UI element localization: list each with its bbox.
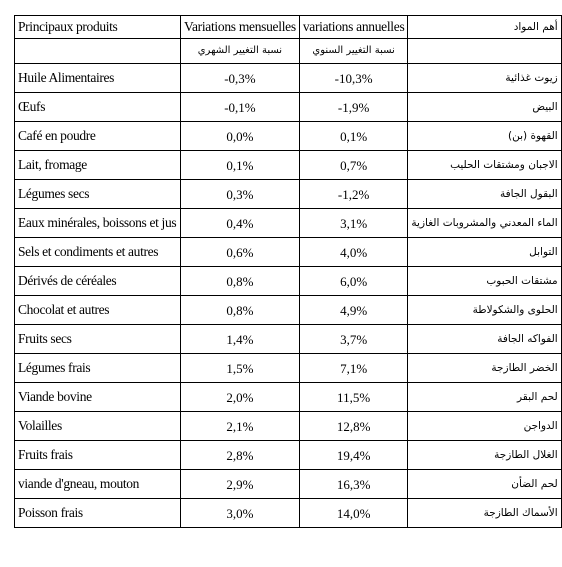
product-name-ar: التوابل <box>408 238 561 267</box>
header-monthly-variations: Variations mensuelles <box>181 16 300 39</box>
product-name-ar: الخضر الطازجة <box>408 354 561 383</box>
table-row <box>15 238 562 267</box>
product-name-fr: Huile Alimentaires <box>15 64 181 93</box>
monthly-variation-cell: 0,1% <box>181 151 300 180</box>
annual-variation-cell: 0,7% <box>299 151 408 180</box>
table-row <box>15 151 562 180</box>
monthly-variation-cell: 0,6% <box>181 238 300 267</box>
product-name-fr: Eaux minérales, boissons et jus <box>15 209 181 238</box>
monthly-variation-cell: 0,8% <box>181 296 300 325</box>
monthly-variation-cell: 2,8% <box>181 441 300 470</box>
annual-variation-cell: 11,5% <box>299 383 408 412</box>
product-name-ar: الماء المعدني والمشروبات الغازية <box>408 209 561 238</box>
monthly-variation-cell: -0,1% <box>181 93 300 122</box>
annual-variation-cell: -10,3% <box>299 64 408 93</box>
monthly-variation-cell: 2,0% <box>181 383 300 412</box>
product-name-fr: viande d'gneau, mouton <box>15 470 181 499</box>
annual-variation-cell: 6,0% <box>299 267 408 296</box>
subheader-monthly-ar: نسبة التغيير الشهري <box>181 39 300 64</box>
monthly-variation-cell: 0,0% <box>181 122 300 151</box>
table-row <box>15 354 562 383</box>
monthly-variation-cell: 0,3% <box>181 180 300 209</box>
table-row <box>15 383 562 412</box>
monthly-variation-cell: 1,5% <box>181 354 300 383</box>
annual-variation-cell: 4,9% <box>299 296 408 325</box>
header-products-fr: Principaux produits <box>15 16 181 39</box>
product-name-fr: Fruits secs <box>15 325 181 354</box>
annual-variation-cell: 14,0% <box>299 499 408 528</box>
product-name-fr: Volailles <box>15 412 181 441</box>
product-name-ar: لحم البقر <box>408 383 561 412</box>
annual-variation-cell: 12,8% <box>299 412 408 441</box>
product-name-ar: مشتقات الحبوب <box>408 267 561 296</box>
product-name-fr: Poisson frais <box>15 499 181 528</box>
product-name-ar: البيض <box>408 93 561 122</box>
annual-variation-cell: 16,3% <box>299 470 408 499</box>
table-row <box>15 180 562 209</box>
product-name-fr: Lait, fromage <box>15 151 181 180</box>
annual-variation-cell: -1,2% <box>299 180 408 209</box>
product-name-ar: البقول الجافة <box>408 180 561 209</box>
table-row <box>15 93 562 122</box>
table-row <box>15 499 562 528</box>
header-row <box>15 16 562 39</box>
table-row <box>15 412 562 441</box>
product-name-ar: الاجبان ومشتقات الحليب <box>408 151 561 180</box>
annual-variation-cell: 3,1% <box>299 209 408 238</box>
product-name-fr: Fruits frais <box>15 441 181 470</box>
annual-variation-cell: 3,7% <box>299 325 408 354</box>
product-name-ar: الأسماك الطازجة <box>408 499 561 528</box>
table-row <box>15 209 562 238</box>
monthly-variation-cell: 2,9% <box>181 470 300 499</box>
monthly-variation-cell: -0,3% <box>181 64 300 93</box>
annual-variation-cell: -1,9% <box>299 93 408 122</box>
monthly-variation-cell: 0,8% <box>181 267 300 296</box>
product-name-ar: الدواجن <box>408 412 561 441</box>
product-name-fr: Chocolat et autres <box>15 296 181 325</box>
header-annual-variations: variations annuelles <box>299 16 408 39</box>
table-row <box>15 296 562 325</box>
subheader-row <box>15 39 562 64</box>
product-name-ar: لحم الضأن <box>408 470 561 499</box>
monthly-variation-cell: 3,0% <box>181 499 300 528</box>
annual-variation-cell: 0,1% <box>299 122 408 151</box>
product-name-fr: Légumes frais <box>15 354 181 383</box>
subheader-annual-ar: نسبة التغيير السنوي <box>299 39 408 64</box>
product-name-fr: Dérivés de céréales <box>15 267 181 296</box>
product-name-fr: Œufs <box>15 93 181 122</box>
table-row <box>15 470 562 499</box>
product-name-fr: Légumes secs <box>15 180 181 209</box>
annual-variation-cell: 7,1% <box>299 354 408 383</box>
table-row <box>15 441 562 470</box>
annual-variation-cell: 4,0% <box>299 238 408 267</box>
monthly-variation-cell: 1,4% <box>181 325 300 354</box>
subheader-empty-fr <box>15 39 181 64</box>
table-row <box>15 325 562 354</box>
annual-variation-cell: 19,4% <box>299 441 408 470</box>
monthly-variation-cell: 0,4% <box>181 209 300 238</box>
table-row <box>15 122 562 151</box>
product-name-ar: الغلال الطازجة <box>408 441 561 470</box>
product-name-fr: Sels et condiments et autres <box>15 238 181 267</box>
product-name-ar: زيوت غذائية <box>408 64 561 93</box>
product-name-ar: الحلوى والشكولاطة <box>408 296 561 325</box>
price-variation-table <box>14 15 562 528</box>
monthly-variation-cell: 2,1% <box>181 412 300 441</box>
product-name-ar: الفواكه الجافة <box>408 325 561 354</box>
table-row <box>15 64 562 93</box>
product-name-fr: Viande bovine <box>15 383 181 412</box>
header-products-ar: أهم المواد <box>408 16 561 39</box>
table-row <box>15 267 562 296</box>
product-name-fr: Café en poudre <box>15 122 181 151</box>
product-name-ar: القهوة (بن) <box>408 122 561 151</box>
subheader-empty-ar <box>408 39 561 64</box>
